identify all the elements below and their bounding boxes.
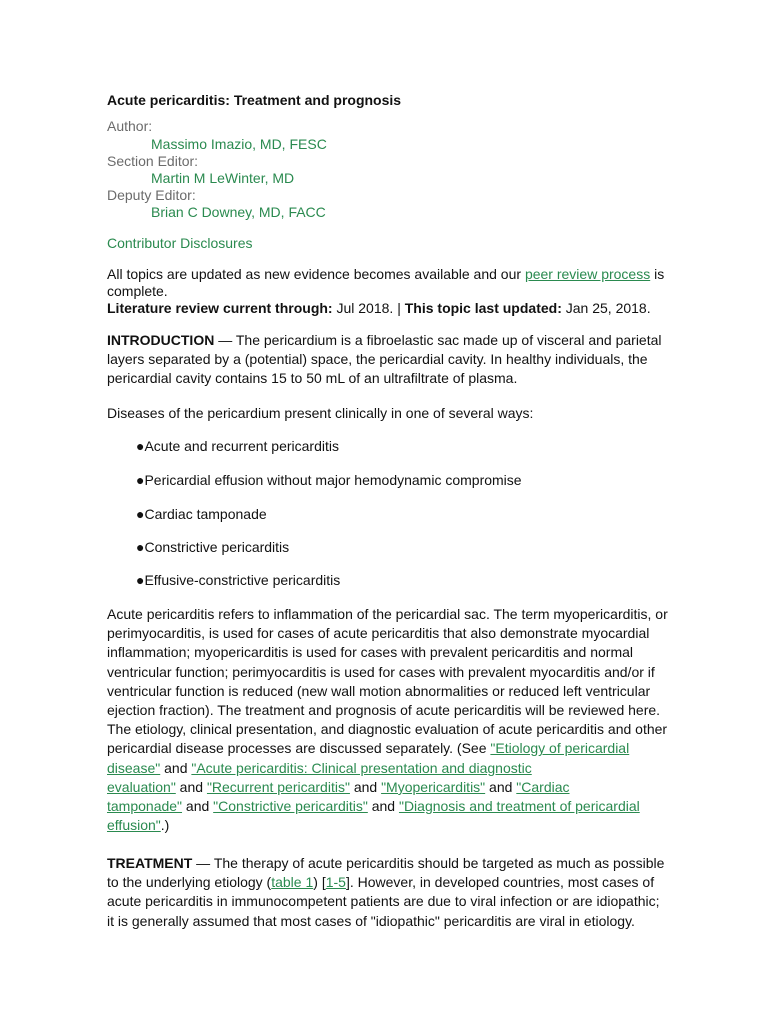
list-item: ●Constrictive pericarditis [136,539,290,555]
treatment-text-1: — The therapy of acute pericarditis should be targeted as much as possible [192,855,665,871]
update-notice [107,266,667,317]
contributor-disclosures-link[interactable]: Contributor Disclosures [107,235,253,251]
paragraph-line: inflammation; myopericarditis is used for cases with prevalent pericarditis and normal [107,644,633,661]
update-text-end: is [650,266,665,282]
etiology-link[interactable]: "Etiology of pericardial [490,740,630,757]
update-text-complete: complete. [107,283,168,299]
acute-pericarditis-paragraph [107,605,667,835]
treatment-text-4: it is generally assumed that most cases of "idiopathic" pericarditis are viral in etiology. [107,912,635,929]
paragraph-text: and [485,778,517,795]
last-updated-label: This topic last updated: [404,300,562,316]
clinical-presentation-link-cont[interactable]: evaluation" [107,778,176,795]
reference-link[interactable]: 1-5 [325,874,346,891]
last-updated-value: Jan 25, 2018. [561,300,651,316]
introduction-heading: INTRODUCTION [107,332,215,348]
section-editor-label: Section Editor: [107,153,199,169]
paragraph-text: .) [160,817,170,834]
paragraph-line: ventricular function is reduced (new wall motion abnormalities or reduced left ventricular [107,682,651,699]
peer-review-link[interactable]: peer review process [524,266,651,282]
paragraph-text: and [182,798,214,815]
paragraph-line: ejection fraction). The treatment and prognosis of acute pericarditis will be reviewed here. [107,702,661,719]
paragraph-text: pericardial disease processes are discussed separately. (See [107,740,491,757]
pericardial-effusion-link[interactable]: "Diagnosis and treatment of pericardial [398,798,640,815]
section-editor-name-link[interactable]: Martin M LeWinter, MD [151,170,295,186]
paragraph-text: and [367,798,399,815]
paragraph-text: and [160,759,192,776]
introduction-section [107,331,667,389]
list-item: ●Effusive-constrictive pericarditis [136,572,341,588]
intro-text-3: pericardial cavity contains 15 to 50 mL of an ultrafiltrate of plasma. [107,370,518,387]
clinical-presentation-link[interactable]: "Acute pericarditis: Clinical presentation and diagnostic [191,759,532,776]
paragraph-line: perimyocarditis, is used for cases of acute pericarditis that also demonstrate myocardial [107,625,650,642]
intro-text-1: — The pericardium is a fibroelastic sac made up of visceral and parietal [214,332,662,348]
paragraph-line: The etiology, clinical presentation, and diagnostic evaluation of acute pericarditis and other [107,721,668,738]
recurrent-pericarditis-link[interactable]: "Recurrent pericarditis" [206,778,350,795]
deputy-editor-name-link[interactable]: Brian C Downey, MD, FACC [151,204,326,220]
lit-review-label: Literature review current through: [107,300,333,316]
diseases-intro: Diseases of the pericardium present clinically in one of several ways: [107,405,534,421]
treatment-section [107,854,667,931]
constrictive-pericarditis-link[interactable]: "Constrictive pericarditis" [213,798,368,815]
paragraph-line: ventricular function; perimyocarditis is used for cases with prevalent myocarditis and/or if [107,663,655,680]
treatment-text-2b: ) [ [313,874,326,891]
treatment-text-2: to the underlying etiology ( [107,874,272,891]
treatment-text-2c: ]. However, in developed countries, most cases of [345,874,655,891]
update-text: All topics are updated as new evidence becomes available and our [107,266,525,282]
myopericarditis-link[interactable]: "Myopericarditis" [381,778,486,795]
list-item: ●Acute and recurrent pericarditis [136,438,339,454]
cardiac-tamponade-link-cont[interactable]: tamponade" [107,798,183,815]
intro-text-2: layers separated by a (potential) space, the pericardial cavity. In healthy individuals, the [107,351,648,368]
author-name-link[interactable]: Massimo Imazio, MD, FESC [151,136,327,152]
table-1-link[interactable]: table 1 [271,874,314,891]
pericardial-effusion-link-cont[interactable]: effusion" [107,817,161,834]
author-label: Author: [107,118,153,134]
paragraph-text: and [349,778,382,795]
deputy-editor-label: Deputy Editor: [107,187,196,203]
paragraph-line: Acute pericarditis refers to inflammation of the pericardial sac. The term myopericarditis, or [107,606,668,622]
etiology-link-cont[interactable]: disease" [107,759,161,776]
cardiac-tamponade-link[interactable]: "Cardiac [516,778,570,795]
treatment-heading: TREATMENT [107,855,193,871]
paragraph-text: and [175,778,207,795]
treatment-text-3: acute pericarditis in immunocompetent patients are due to viral infection or are idiopathic; [107,893,660,910]
list-item: ●Cardiac tamponade [136,506,267,522]
page-title: Acute pericarditis: Treatment and prognosis [107,92,402,108]
list-item: ●Pericardial effusion without major hemodynamic compromise [136,472,522,488]
lit-review-value: Jul 2018. | [332,300,405,316]
